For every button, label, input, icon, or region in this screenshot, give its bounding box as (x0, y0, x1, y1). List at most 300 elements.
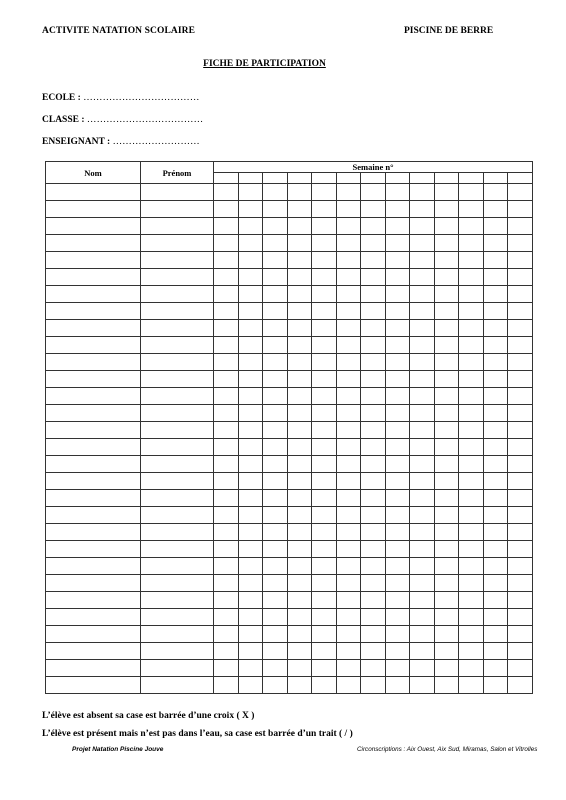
attendance-cell (312, 184, 337, 201)
attendance-cell (361, 592, 386, 609)
attendance-cell (385, 626, 410, 643)
attendance-cell (434, 541, 459, 558)
attendance-cell (459, 643, 484, 660)
attendance-cell (312, 269, 337, 286)
attendance-cell (287, 354, 312, 371)
attendance-cell (459, 303, 484, 320)
attendance-cell (508, 388, 533, 405)
nom-cell (46, 643, 141, 660)
attendance-cell (214, 609, 239, 626)
prenom-cell (141, 201, 214, 218)
attendance-cell (385, 473, 410, 490)
attendance-cell (434, 388, 459, 405)
attendance-cell (238, 660, 263, 677)
attendance-cell (238, 558, 263, 575)
attendance-cell (483, 184, 508, 201)
prenom-cell (141, 235, 214, 252)
attendance-cell (263, 524, 288, 541)
attendance-cell (434, 609, 459, 626)
attendance-cell (214, 660, 239, 677)
attendance-cell (434, 490, 459, 507)
attendance-cell (238, 524, 263, 541)
week-number-cell (385, 173, 410, 184)
nom-cell (46, 218, 141, 235)
nom-cell (46, 184, 141, 201)
attendance-cell (287, 592, 312, 609)
attendance-cell (483, 235, 508, 252)
attendance-cell (459, 201, 484, 218)
attendance-cell (361, 575, 386, 592)
attendance-cell (459, 286, 484, 303)
attendance-cell (312, 473, 337, 490)
table-row (46, 388, 533, 405)
table-row (46, 201, 533, 218)
attendance-cell (385, 660, 410, 677)
attendance-cell (336, 490, 361, 507)
attendance-cell (336, 303, 361, 320)
attendance-cell (312, 371, 337, 388)
prenom-cell (141, 473, 214, 490)
prenom-cell (141, 218, 214, 235)
attendance-cell (336, 201, 361, 218)
header-pool-name: PISCINE DE BERRE (404, 26, 494, 36)
prenom-cell (141, 405, 214, 422)
attendance-cell (312, 388, 337, 405)
attendance-cell (238, 218, 263, 235)
attendance-cell (483, 405, 508, 422)
attendance-cell (410, 252, 435, 269)
attendance-cell (434, 524, 459, 541)
attendance-cell (483, 643, 508, 660)
attendance-cell (336, 252, 361, 269)
attendance-cell (434, 218, 459, 235)
nom-cell (46, 303, 141, 320)
attendance-cell (238, 286, 263, 303)
prenom-cell (141, 609, 214, 626)
attendance-cell (214, 184, 239, 201)
attendance-cell (336, 320, 361, 337)
attendance-cell (434, 558, 459, 575)
attendance-cell (410, 269, 435, 286)
attendance-cell (214, 507, 239, 524)
classe-dots: ……………………………… (86, 115, 204, 125)
attendance-cell (287, 422, 312, 439)
attendance-cell (361, 184, 386, 201)
attendance-cell (287, 303, 312, 320)
attendance-cell (312, 643, 337, 660)
attendance-cell (361, 558, 386, 575)
attendance-cell (214, 592, 239, 609)
attendance-cell (361, 303, 386, 320)
attendance-cell (312, 541, 337, 558)
attendance-cell (312, 303, 337, 320)
column-header-nom: Nom (46, 162, 141, 184)
attendance-cell (459, 439, 484, 456)
attendance-cell (410, 218, 435, 235)
attendance-cell (361, 354, 386, 371)
attendance-cell (336, 218, 361, 235)
attendance-cell (361, 660, 386, 677)
attendance-cell (385, 320, 410, 337)
attendance-cell (263, 201, 288, 218)
attendance-cell (508, 184, 533, 201)
table-row (46, 626, 533, 643)
week-number-cell (287, 173, 312, 184)
attendance-cell (214, 626, 239, 643)
table-row (46, 524, 533, 541)
attendance-cell (214, 320, 239, 337)
attendance-cell (361, 456, 386, 473)
prenom-cell (141, 354, 214, 371)
attendance-cell (434, 507, 459, 524)
attendance-cell (312, 439, 337, 456)
attendance-cell (410, 626, 435, 643)
prenom-cell (141, 490, 214, 507)
attendance-cell (434, 201, 459, 218)
attendance-cell (434, 303, 459, 320)
attendance-cell (336, 575, 361, 592)
attendance-cell (459, 490, 484, 507)
enseignant-dots: ……………………… (112, 137, 200, 147)
attendance-cell (483, 201, 508, 218)
week-number-cell (508, 173, 533, 184)
attendance-cell (385, 575, 410, 592)
prenom-cell (141, 677, 214, 694)
attendance-cell (312, 524, 337, 541)
attendance-cell (361, 473, 386, 490)
attendance-cell (434, 286, 459, 303)
attendance-cell (238, 388, 263, 405)
attendance-cell (336, 371, 361, 388)
attendance-cell (263, 388, 288, 405)
attendance-cell (508, 354, 533, 371)
nom-cell (46, 473, 141, 490)
attendance-cell (410, 235, 435, 252)
attendance-cell (312, 286, 337, 303)
attendance-cell (410, 184, 435, 201)
attendance-cell (263, 456, 288, 473)
attendance-cell (385, 490, 410, 507)
prenom-cell (141, 456, 214, 473)
attendance-cell (434, 184, 459, 201)
attendance-cell (459, 218, 484, 235)
attendance-cell (263, 184, 288, 201)
table-row (46, 303, 533, 320)
nom-cell (46, 201, 141, 218)
attendance-cell (214, 677, 239, 694)
attendance-cell (287, 507, 312, 524)
attendance-cell (508, 371, 533, 388)
nom-cell (46, 422, 141, 439)
attendance-cell (410, 473, 435, 490)
attendance-cell (214, 473, 239, 490)
enseignant-field (42, 137, 200, 147)
attendance-cell (287, 609, 312, 626)
attendance-cell (434, 371, 459, 388)
attendance-cell (336, 388, 361, 405)
attendance-cell (385, 609, 410, 626)
prenom-cell (141, 439, 214, 456)
attendance-cell (214, 286, 239, 303)
table-row (46, 490, 533, 507)
attendance-cell (238, 456, 263, 473)
attendance-cell (312, 609, 337, 626)
attendance-cell (238, 439, 263, 456)
attendance-cell (410, 405, 435, 422)
attendance-cell (287, 320, 312, 337)
attendance-cell (312, 592, 337, 609)
attendance-cell (361, 422, 386, 439)
attendance-cell (410, 422, 435, 439)
attendance-cell (483, 592, 508, 609)
attendance-cell (238, 609, 263, 626)
attendance-cell (459, 184, 484, 201)
attendance-cell (287, 456, 312, 473)
table-row (46, 456, 533, 473)
attendance-cell (434, 337, 459, 354)
attendance-cell (263, 490, 288, 507)
attendance-cell (263, 575, 288, 592)
table-row (46, 473, 533, 490)
attendance-cell (336, 184, 361, 201)
attendance-cell (336, 677, 361, 694)
attendance-cell (238, 405, 263, 422)
nom-cell (46, 235, 141, 252)
attendance-cell (287, 643, 312, 660)
attendance-cell (361, 320, 386, 337)
attendance-cell (385, 541, 410, 558)
attendance-cell (263, 320, 288, 337)
attendance-cell (214, 354, 239, 371)
week-number-cell (336, 173, 361, 184)
enseignant-label: ENSEIGNANT : (42, 137, 111, 147)
attendance-cell (214, 218, 239, 235)
attendance-cell (410, 201, 435, 218)
attendance-cell (361, 541, 386, 558)
attendance-cell (214, 439, 239, 456)
attendance-cell (434, 660, 459, 677)
nom-cell (46, 439, 141, 456)
attendance-cell (410, 660, 435, 677)
absent-note: L’élève est absent sa case est barrée d’une croix ( X ) (42, 711, 255, 721)
attendance-cell (287, 269, 312, 286)
week-number-cell (434, 173, 459, 184)
attendance-cell (312, 218, 337, 235)
attendance-cell (385, 524, 410, 541)
prenom-cell (141, 660, 214, 677)
attendance-cell (385, 558, 410, 575)
attendance-cell (361, 643, 386, 660)
attendance-cell (434, 320, 459, 337)
attendance-cell (336, 269, 361, 286)
attendance-cell (312, 677, 337, 694)
attendance-cell (508, 286, 533, 303)
attendance-cell (459, 609, 484, 626)
attendance-cell (410, 575, 435, 592)
attendance-cell (410, 490, 435, 507)
attendance-cell (508, 439, 533, 456)
attendance-cell (287, 558, 312, 575)
week-number-cell (263, 173, 288, 184)
attendance-cell (263, 643, 288, 660)
attendance-cell (483, 660, 508, 677)
attendance-cell (508, 626, 533, 643)
attendance-cell (508, 456, 533, 473)
attendance-cell (459, 371, 484, 388)
prenom-cell (141, 303, 214, 320)
attendance-cell (508, 201, 533, 218)
attendance-cell (483, 541, 508, 558)
attendance-cell (263, 303, 288, 320)
table-row (46, 218, 533, 235)
attendance-cell (238, 269, 263, 286)
attendance-cell (385, 507, 410, 524)
attendance-cell (287, 184, 312, 201)
attendance-cell (287, 235, 312, 252)
prenom-cell (141, 388, 214, 405)
nom-cell (46, 609, 141, 626)
attendance-cell (410, 643, 435, 660)
attendance-cell (459, 405, 484, 422)
attendance-cell (459, 456, 484, 473)
attendance-cell (238, 677, 263, 694)
classe-label: CLASSE : (42, 115, 85, 125)
table-row (46, 252, 533, 269)
attendance-cell (508, 677, 533, 694)
attendance-cell (385, 371, 410, 388)
attendance-cell (385, 422, 410, 439)
attendance-cell (385, 201, 410, 218)
attendance-cell (459, 541, 484, 558)
attendance-cell (238, 507, 263, 524)
attendance-cell (483, 575, 508, 592)
attendance-cell (385, 235, 410, 252)
table-row (46, 609, 533, 626)
attendance-cell (336, 592, 361, 609)
nom-cell (46, 524, 141, 541)
nom-cell (46, 626, 141, 643)
attendance-cell (336, 473, 361, 490)
attendance-cell (312, 507, 337, 524)
attendance-cell (263, 235, 288, 252)
attendance-cell (459, 235, 484, 252)
attendance-cell (336, 235, 361, 252)
attendance-cell (312, 490, 337, 507)
attendance-cell (263, 592, 288, 609)
attendance-cell (336, 660, 361, 677)
table-row (46, 507, 533, 524)
attendance-cell (483, 422, 508, 439)
nom-cell (46, 337, 141, 354)
attendance-cell (508, 592, 533, 609)
attendance-cell (238, 354, 263, 371)
attendance-cell (459, 252, 484, 269)
attendance-cell (508, 507, 533, 524)
attendance-cell (459, 269, 484, 286)
attendance-cell (336, 456, 361, 473)
attendance-cell (385, 677, 410, 694)
attendance-cell (483, 252, 508, 269)
attendance-cell (483, 218, 508, 235)
week-number-cell (483, 173, 508, 184)
attendance-cell (361, 337, 386, 354)
attendance-cell (312, 354, 337, 371)
attendance-cell (434, 422, 459, 439)
prenom-cell (141, 337, 214, 354)
prenom-cell (141, 507, 214, 524)
attendance-cell (263, 269, 288, 286)
attendance-cell (385, 439, 410, 456)
ecole-label: ECOLE : (42, 93, 81, 103)
table-row (46, 184, 533, 201)
attendance-cell (214, 541, 239, 558)
prenom-cell (141, 524, 214, 541)
attendance-cell (263, 252, 288, 269)
attendance-cell (263, 473, 288, 490)
table-row (46, 575, 533, 592)
attendance-cell (214, 558, 239, 575)
attendance-cell (361, 507, 386, 524)
attendance-cell (238, 541, 263, 558)
attendance-cell (508, 303, 533, 320)
attendance-cell (434, 439, 459, 456)
attendance-cell (459, 422, 484, 439)
attendance-cell (312, 626, 337, 643)
attendance-cell (238, 626, 263, 643)
nom-cell (46, 320, 141, 337)
attendance-cell (336, 541, 361, 558)
attendance-cell (287, 371, 312, 388)
attendance-cell (238, 643, 263, 660)
attendance-cell (263, 422, 288, 439)
nom-cell (46, 286, 141, 303)
nom-cell (46, 269, 141, 286)
table-row (46, 558, 533, 575)
attendance-cell (287, 490, 312, 507)
attendance-cell (483, 388, 508, 405)
present-not-in-water-note: L’élève est présent mais n’est pas dans l’eau, sa case est barrée d’un trait ( / ) (42, 729, 353, 739)
nom-cell (46, 354, 141, 371)
attendance-cell (508, 235, 533, 252)
attendance-cell (214, 252, 239, 269)
attendance-cell (214, 235, 239, 252)
prenom-cell (141, 320, 214, 337)
attendance-cell (312, 558, 337, 575)
attendance-cell (336, 609, 361, 626)
week-number-cell (312, 173, 337, 184)
attendance-cell (434, 473, 459, 490)
attendance-cell (459, 320, 484, 337)
attendance-cell (336, 439, 361, 456)
attendance-cell (361, 388, 386, 405)
attendance-cell (287, 626, 312, 643)
week-number-cell (361, 173, 386, 184)
nom-cell (46, 456, 141, 473)
attendance-cell (287, 575, 312, 592)
week-number-cell (459, 173, 484, 184)
attendance-cell (483, 524, 508, 541)
attendance-cell (385, 269, 410, 286)
attendance-cell (434, 405, 459, 422)
attendance-cell (287, 524, 312, 541)
page-title: FICHE DE PARTICIPATION (203, 59, 326, 69)
attendance-cell (336, 643, 361, 660)
attendance-cell (312, 235, 337, 252)
attendance-cell (459, 660, 484, 677)
attendance-cell (410, 592, 435, 609)
attendance-cell (508, 609, 533, 626)
nom-cell (46, 490, 141, 507)
